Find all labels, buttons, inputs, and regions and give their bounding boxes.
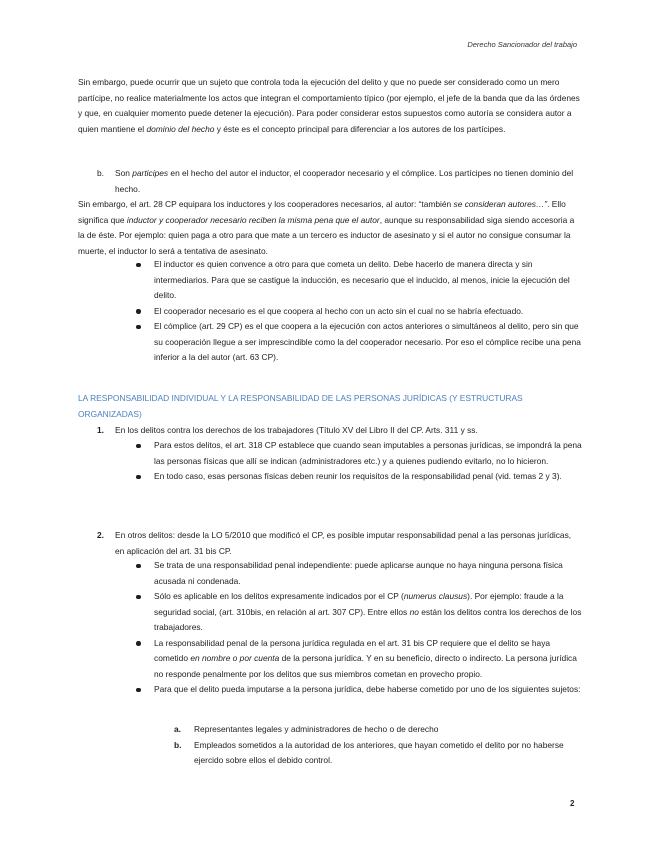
bullet-icon bbox=[136, 475, 141, 480]
item-b-text bbox=[115, 166, 582, 197]
b3-text-1: La responsabilidad penal de la persona jurídica regulada en el art. 31 bis CP requiere que el delito se haya cometido bbox=[154, 637, 551, 663]
b2-text-3: están los delitos contra los derechos de los trabajadores. bbox=[154, 606, 582, 632]
item-2-text: En otros delitos: desde la LO 5/2010 que modificó el CP, es posible imputar responsabilidad penal a las personas jurídicas, en aplicación del art. 31 bis CP. bbox=[115, 530, 572, 556]
item-2-marker: 2. bbox=[97, 530, 104, 540]
list-item bbox=[134, 319, 582, 366]
bullet-icon bbox=[136, 444, 141, 449]
bullet-icon bbox=[136, 595, 141, 600]
p2-italic-2: inductor y cooperador necesario reciben la misma pena que el autor bbox=[126, 214, 380, 225]
list-item-text: El cómplice (art. 29 CP) es el que coopera a la ejecución con actos anteriores o simultáneos al delito, pero sin que su cooperación llegue a ser imprescindible como la del cooperador necesario. Por eso el cómplice recibe una pena inferior a la del autor (art. 63 CP). bbox=[154, 321, 581, 362]
p2-italic-1: se consideran autores…” bbox=[453, 199, 548, 209]
list-marker: b. bbox=[174, 739, 182, 750]
item-b-text-2: en el hecho del autor el inductor, el cooperador necesario y el cómplice. Los partícipes no tienen dominio del hecho. bbox=[115, 168, 574, 194]
list-item bbox=[134, 304, 582, 320]
item-1-marker: 1. bbox=[97, 425, 104, 435]
list-item-text: El cooperador necesario es el que coopera al hecho con un acto sin el cual no se habría efectuado. bbox=[154, 305, 524, 316]
page-number: 2 bbox=[570, 799, 575, 808]
list-item bbox=[174, 722, 582, 738]
bullet-icon bbox=[136, 641, 141, 646]
list-item bbox=[134, 469, 582, 485]
subjects-list bbox=[174, 722, 582, 769]
paragraph-equiparacion bbox=[78, 197, 582, 259]
item-2-bullets bbox=[134, 558, 582, 698]
list-item-text bbox=[154, 591, 581, 632]
b2-text-2: ). Por ejemplo: fraude a la seguridad social, (art. 310bis, en relación al art. 307 CP). Entre ellos bbox=[154, 591, 564, 617]
list-item-text: El inductor es quien convence a otro para que cometa un delito. Debe hacerlo de manera directa y sin intermediarios. Para que se castigue la inducción, es necesario que el inducido, al menos, inicie la ejecución del delito. bbox=[154, 259, 570, 300]
intro-paragraph bbox=[78, 75, 582, 137]
b2-text-1: Sólo es aplicable en los delitos expresamente indicados por el CP ( bbox=[154, 591, 404, 601]
intro-italic: dominio del hecho bbox=[146, 123, 215, 134]
list-item bbox=[134, 636, 582, 683]
p2-text-2: . Ello significa que bbox=[78, 199, 566, 225]
list-item bbox=[134, 558, 582, 589]
item-1-bullets bbox=[134, 438, 582, 485]
item-1-text: En los delitos contra los derechos de los trabajadores (Título XV del Libro II del CP. Arts. 311 y ss. bbox=[115, 425, 478, 435]
bullet-icon bbox=[136, 564, 141, 569]
bullet-icon bbox=[136, 309, 141, 314]
b2-italic-2: no bbox=[409, 606, 419, 617]
list-item-text bbox=[154, 638, 577, 679]
section-heading: LA RESPONSABILIDAD INDIVIDUAL Y LA RESPONSABILIDAD DE LAS PERSONAS JURÍDICAS (Y ESTRUCTURAS ORGANIZADAS) bbox=[78, 393, 523, 419]
list-item bbox=[134, 589, 582, 636]
bullet-icon bbox=[136, 325, 141, 330]
bullet-icon bbox=[136, 263, 141, 268]
list-item-text: Se trata de una responsabilidad penal independiente: puede aplicarse aunque no haya ninguna persona física acusada ni condenada. bbox=[154, 560, 563, 586]
item-b-text-1: Son bbox=[115, 168, 133, 178]
list-item bbox=[134, 682, 582, 698]
bullet-icon bbox=[136, 688, 141, 693]
b3-italic: en nombre o por cuenta bbox=[190, 653, 280, 663]
item-b-marker: b. bbox=[97, 168, 104, 178]
list-item-text: Representantes legales y administradores de hecho o de derecho bbox=[194, 724, 439, 734]
list-item-text: Para estos delitos, el art. 318 CP establece que cuando sean imputables a personas jurídicas, se impondrá la pena las personas físicas que allí se indican (administradores etc.) y a quienes pudiendo evitarlo, no lo hicieron. bbox=[154, 440, 582, 466]
b3-text-2: de la persona jurídica. Y en su beneficio, directo o indirecto. La persona jurídica no responde penalmente por los delitos que sus miembros cometan en provecho propio. bbox=[154, 653, 577, 679]
list-item bbox=[174, 738, 582, 769]
list-marker: a. bbox=[174, 724, 181, 734]
intro-text-2: y éste es el concepto principal para diferenciar a los autores de los partícipes. bbox=[214, 123, 506, 134]
item-b-italic: participes bbox=[132, 168, 169, 178]
intro-text-1: Sin embargo, puede ocurrir que un sujeto que controla toda la ejecución del delito y que no puede ser considerado como un mero partícipe, no realice materialmente los actos que integran el comportamiento típico (por ejemplo, el jefe de la banda que da las órdenes y que, en cualquier momento puede detener la ejecución). Para poder considerar estos supuestos como autoría se considera autor a quien mantiene el bbox=[78, 77, 580, 134]
list-item-text: En todo caso, esas personas físicas deben reunir los requisitos de la responsabilidad penal (vid. temas 2 y 3). bbox=[154, 471, 562, 481]
p2-text-3: , aunque su responsabilidad siga siendo accesoria a la de éste. Por ejemplo: quien paga a otro para que mate a un tercero es inductor de asesinato y si el autor no consigue consumar la muerte, el inductor lo será a tentativa de asesinato. bbox=[78, 214, 575, 256]
list-item bbox=[134, 257, 582, 304]
list-item-text: Empleados sometidos a la autoridad de los anteriores, que hayan cometido el delito por no haberse ejercido sobre ellos el debido control. bbox=[194, 739, 564, 765]
list-item-text: Para que el delito pueda imputarse a la persona jurídica, debe haberse cometido por uno de los siguientes sujetos: bbox=[154, 684, 581, 694]
p2-text-1: Sin embargo, el art. 28 CP equipara los inductores y los cooperadores necesarios, al autor: “también bbox=[78, 199, 454, 209]
participants-list bbox=[134, 257, 582, 366]
running-header: Derecho Sancionador del trabajo bbox=[467, 40, 577, 49]
list-item bbox=[134, 438, 582, 469]
b2-italic-1: numerus clausus bbox=[403, 591, 468, 601]
